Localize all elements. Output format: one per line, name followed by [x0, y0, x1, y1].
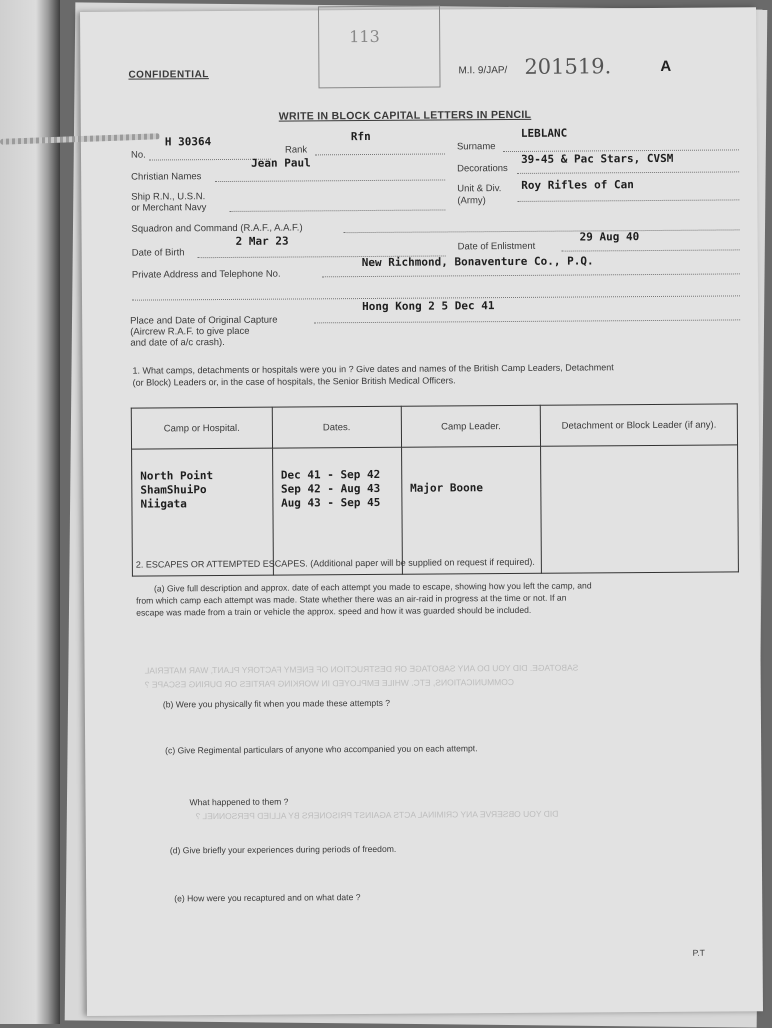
q2-d: (d) Give briefly your experiences during periods of freedom.: [169, 843, 397, 856]
christian-label: Christian Names: [131, 171, 202, 183]
table-row: [132, 445, 739, 576]
dob-value: 2 Mar 23: [235, 234, 289, 248]
address-label: Private Address and Telephone No.: [131, 268, 281, 281]
binder-spine: [0, 0, 60, 1024]
decorations-value: 39-45 & Pac Stars, CVSM: [520, 151, 674, 166]
decorations-line: [517, 171, 739, 174]
bleed-through-text-3: DID YOU OBSERVE ANY CRIMINAL ACTS AGAINST PRISONERS BY ALLIED PERSONNEL ?: [195, 808, 559, 822]
ship-line: [229, 209, 445, 212]
rank-value: Rfn: [350, 129, 371, 144]
header-camp: Camp or Hospital.: [131, 407, 272, 449]
capture-label-2: (Aircrew R.A.F. to give place: [130, 325, 250, 338]
q2-a-3: escape was made from a train or vehicle the approx. speed and how it was guarded should be included.: [136, 604, 532, 618]
decorations-label: Decorations: [457, 163, 508, 175]
q1-text: 1. What camps, detachments or hospitals were you in ? Give dates and names of the British Camp Leaders, Detachment: [132, 362, 614, 376]
bleed-through-text: SABOTAGE. DID YOU DO ANY SABOTAGE OR DESTRUCTION OF ENEMY FACTORY PLANT, WAR MATERIAL: [144, 662, 579, 676]
address-line: [322, 273, 740, 277]
q1-text-2: (or Block) Leaders or, in the case of hospitals, the Senior British Medical Officers.: [132, 375, 456, 388]
detachment-leader: [541, 445, 739, 573]
address-value: New Richmond, Bonaventure Co., P.Q.: [361, 254, 594, 270]
enlist-line: [562, 249, 740, 251]
camp-names: North Point ShamShuiPo Niigata: [132, 448, 273, 576]
form-page: [80, 7, 763, 1016]
ship-label: Ship R.N., U.S.N.: [131, 191, 206, 203]
christian-value: Jean Paul: [251, 156, 311, 170]
christian-line: [215, 179, 445, 182]
page-turn: P.T: [692, 947, 705, 958]
enlist-label: Date of Enlistment: [457, 240, 536, 253]
ship-label-2: or Merchant Navy: [131, 202, 207, 214]
squadron-label: Squadron and Command (R.A.F., A.A.F.): [131, 222, 303, 235]
capture-value: Hong Kong 2 5 Dec 41: [362, 299, 495, 314]
classification: CONFIDENTIAL: [128, 69, 209, 81]
enlist-value: 29 Aug 40: [579, 230, 640, 244]
q2-title: 2. ESCAPES OR ATTEMPTED ESCAPES. (Additional paper will be supplied on request if required).: [135, 556, 535, 570]
bleed-through-text-2: COMMUNICATIONS, ETC. WHILE EMPLOYED IN WORKING PARTIES OR DURING ESCAPE ?: [144, 676, 515, 690]
q2-e: (e) How were you recaptured and on what date ?: [174, 892, 361, 904]
header-detachment: Detachment or Block Leader (if any).: [540, 404, 737, 446]
capture-label-3: and date of a/c crash).: [130, 336, 225, 349]
unit-label: Unit & Div.: [457, 183, 502, 195]
capture-label: Place and Date of Original Capture: [130, 314, 278, 327]
q2-c: (c) Give Regimental particulars of anyone who accompanied you on each attempt.: [165, 743, 478, 756]
q2-a-2: from which camp each attempt was made. State whether there was an air-raid in progress at the time or not. If an: [136, 592, 567, 606]
capture-line: [314, 319, 740, 323]
q2-c-follow: What happened to them ?: [189, 796, 289, 808]
no-value: H 30364: [164, 135, 212, 149]
unit-label-2: (Army): [457, 195, 486, 207]
rank-line: [315, 153, 445, 155]
unit-line: [517, 199, 739, 202]
camp-dates: Dec 41 - Sep 42 Sep 42 - Aug 43 Aug 43 - Sep 45: [272, 447, 402, 575]
camps-table-header: [131, 404, 737, 449]
ref-label: M.I. 9/JAP/: [458, 65, 508, 77]
header-dates: Dates.: [272, 406, 402, 448]
q2-a: (a) Give full description and approx. date of each attempt you made to escape, showing how you left the camp, and: [153, 580, 592, 594]
header-leader: Camp Leader.: [401, 405, 541, 447]
ref-handwritten: 201519.: [524, 54, 612, 79]
surname-label: Surname: [456, 141, 496, 153]
camps-table: [131, 403, 739, 576]
instruction: WRITE IN BLOCK CAPITAL LETTERS IN PENCIL: [278, 108, 532, 123]
surname-value: LEBLANC: [520, 126, 568, 140]
camp-leader: Major Boone: [401, 446, 541, 574]
no-label: No.: [130, 149, 146, 161]
squadron-line: [344, 229, 740, 233]
rubber-stamp: [318, 5, 441, 88]
stamp-marks: 113: [349, 26, 380, 47]
box-letter: A: [660, 57, 672, 75]
rank-label: Rank: [284, 144, 308, 156]
q2-b: (b) Were you physically fit when you made these attempts ?: [162, 697, 391, 710]
dob-label: Date of Birth: [131, 247, 185, 259]
unit-value: Roy Rifles of Can: [521, 178, 634, 192]
